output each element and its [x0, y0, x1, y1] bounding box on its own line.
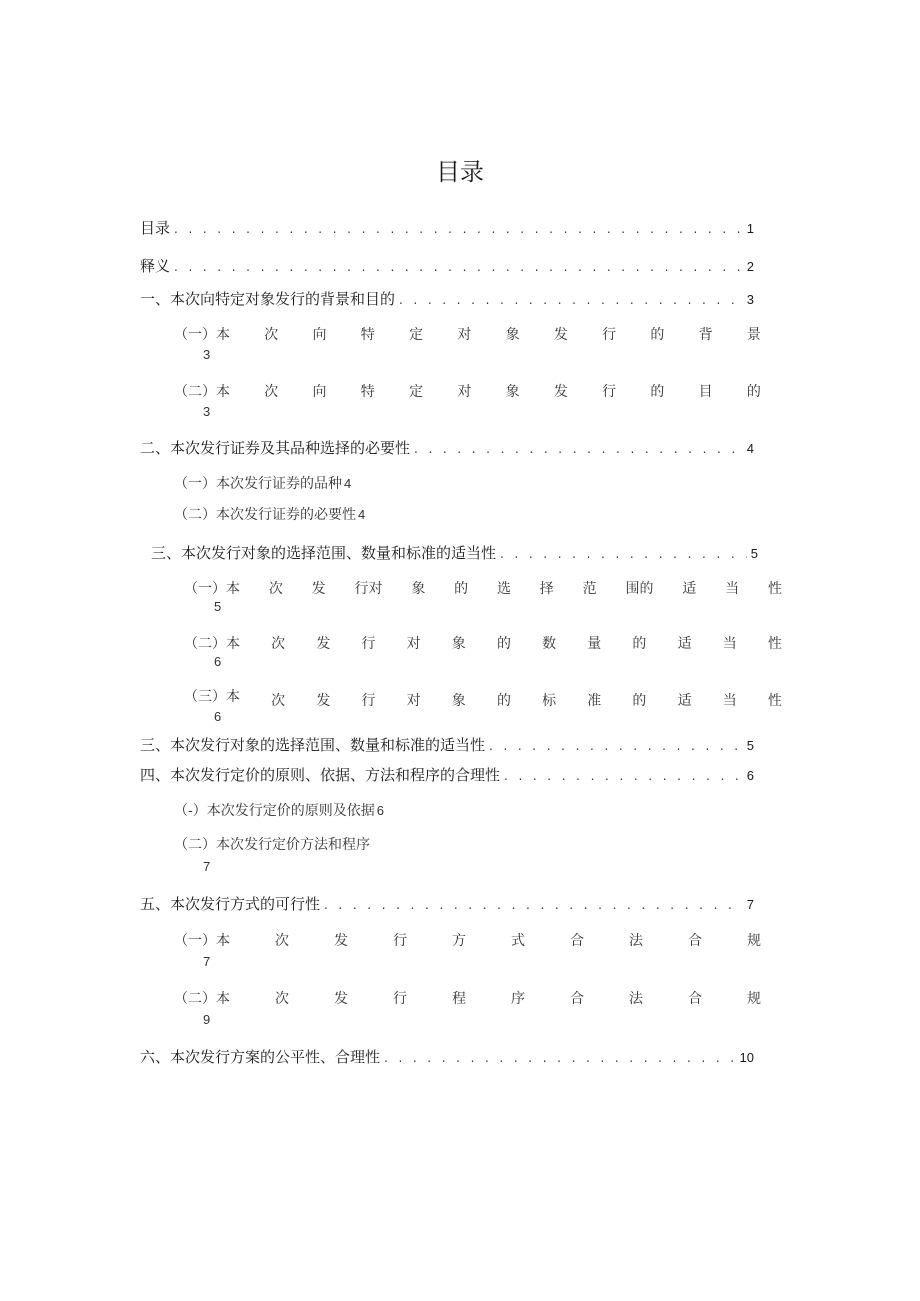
dot-leader — [489, 739, 743, 753]
toc-label: 二、本次发行证券及其品种选择的必要性 — [140, 439, 411, 457]
toc-char: 象 — [505, 327, 520, 343]
toc-char: （二）本 — [174, 384, 230, 400]
toc-page-number: 4 — [358, 507, 366, 522]
toc-char: 目 — [698, 384, 713, 400]
toc-char: 的 — [454, 581, 469, 597]
toc-char: 行 — [393, 933, 407, 949]
toc-char: 当 — [722, 693, 737, 709]
toc-entry-3a-1[interactable] — [184, 578, 782, 598]
toc-entry-1-1[interactable] — [174, 324, 761, 344]
toc-char: 次 — [264, 327, 279, 343]
toc-char: 对 — [406, 636, 421, 652]
toc-char: 特 — [360, 384, 375, 400]
toc-char: 特 — [360, 327, 375, 343]
toc-char: 发 — [311, 581, 326, 597]
toc-char: 次 — [275, 933, 289, 949]
toc-label: 三、本次发行对象的选择范围、数量和标准的适当性 — [151, 544, 497, 562]
toc-char: 适 — [682, 581, 697, 597]
dot-leader — [174, 222, 743, 236]
toc-entry-3a-2[interactable] — [184, 633, 782, 653]
toc-char: 规 — [747, 991, 761, 1007]
toc-char: 合 — [688, 933, 702, 949]
toc-char: 合 — [570, 933, 584, 949]
toc-char: 行 — [361, 636, 376, 652]
toc-char: 量 — [587, 636, 602, 652]
toc-char: 次 — [271, 693, 286, 709]
toc-page-number: 5 — [214, 599, 222, 614]
toc-page-number: 6 — [214, 709, 222, 724]
toc-page-number: 3 — [203, 347, 211, 362]
toc-label: 目录 — [140, 219, 171, 237]
toc-char: 象 — [411, 581, 426, 597]
toc-char: 性 — [767, 693, 782, 709]
toc-char: 发 — [316, 636, 331, 652]
toc-entry-4-2[interactable] — [174, 834, 370, 854]
toc-page-number: 3 — [203, 404, 211, 419]
toc-entry-shiyi[interactable] — [140, 255, 754, 276]
toc-char: （一）本 — [184, 581, 240, 597]
toc-page-number: 7 — [203, 859, 211, 874]
toc-char: 向 — [312, 327, 327, 343]
toc-char: 合 — [688, 991, 702, 1007]
toc-char: 背 — [698, 327, 713, 343]
toc-char: 次 — [268, 581, 283, 597]
toc-char: 法 — [629, 933, 643, 949]
toc-char: 行 — [602, 327, 617, 343]
toc-entry-5-2[interactable] — [174, 988, 761, 1008]
toc-char: 定 — [409, 327, 424, 343]
toc-page-number: 4 — [746, 441, 754, 456]
toc-char: 行 — [361, 693, 376, 709]
toc-char: 的 — [746, 384, 761, 400]
toc-page-number: 5 — [746, 738, 754, 753]
toc-char: 程 — [452, 991, 466, 1007]
toc-entry-section-3b[interactable] — [140, 734, 754, 755]
toc-label: （二）本次发行定价方法和程序 — [174, 837, 370, 853]
toc-label: 一、本次向特定对象发行的背景和目的 — [140, 290, 396, 308]
toc-char: 方 — [452, 933, 466, 949]
toc-char: 性 — [767, 581, 782, 597]
toc-char: 对 — [406, 693, 421, 709]
toc-char: 适 — [677, 636, 692, 652]
toc-char: 适 — [677, 693, 692, 709]
toc-entry-section-3a[interactable] — [151, 542, 758, 563]
toc-char: 当 — [722, 636, 737, 652]
toc-char: 择 — [539, 581, 554, 597]
toc-char: 发 — [553, 384, 568, 400]
toc-char: （二）本 — [174, 991, 230, 1007]
dot-leader — [384, 1051, 736, 1065]
toc-char: 数 — [542, 636, 557, 652]
toc-char: 次 — [275, 991, 289, 1007]
toc-page-number: 1 — [746, 221, 754, 236]
toc-char: 合 — [570, 991, 584, 1007]
toc-char: 行 — [602, 384, 617, 400]
toc-char: 发 — [334, 933, 348, 949]
dot-leader — [399, 293, 743, 307]
toc-label: 六、本次发行方案的公平性、合理性 — [140, 1048, 381, 1066]
toc-char: 性 — [767, 636, 782, 652]
dot-leader — [500, 547, 747, 561]
toc-page-number: 6 — [214, 654, 222, 669]
toc-char: 对 — [457, 384, 472, 400]
toc-entry-2-2[interactable] — [174, 504, 365, 524]
page-title: 目录 — [436, 158, 484, 186]
toc-char: 次 — [264, 384, 279, 400]
toc-char: 定 — [409, 384, 424, 400]
toc-char: 的 — [650, 327, 665, 343]
toc-char: 象 — [505, 384, 520, 400]
toc-char: 向 — [312, 384, 327, 400]
toc-entry-3a-3[interactable] — [184, 690, 782, 710]
toc-page-number: 3 — [746, 292, 754, 307]
toc-entry-2-1[interactable] — [174, 473, 351, 493]
toc-char: 次 — [271, 636, 286, 652]
toc-char: 范 — [582, 581, 597, 597]
toc-char: （二）本 — [184, 636, 240, 652]
dot-leader — [414, 442, 743, 456]
toc-label: 释义 — [140, 257, 171, 275]
toc-char: 的 — [650, 384, 665, 400]
toc-page-number: 9 — [203, 1012, 211, 1027]
toc-char: 选 — [496, 581, 511, 597]
toc-char: 象 — [451, 636, 466, 652]
toc-char: 行对 — [354, 581, 383, 597]
toc-label: 三、本次发行对象的选择范围、数量和标准的适当性 — [140, 736, 486, 754]
toc-char: 行 — [393, 991, 407, 1007]
toc-char: （一）本 — [174, 933, 230, 949]
toc-page-number: 7 — [203, 954, 211, 969]
toc-label: （二）本次发行证券的必要性 — [174, 507, 356, 523]
toc-char: 的 — [496, 693, 511, 709]
toc-char: 法 — [629, 991, 643, 1007]
toc-page-number: 6 — [746, 768, 754, 783]
toc-page-number: 5 — [750, 546, 758, 561]
toc-char: 发 — [553, 327, 568, 343]
toc-char: 准 — [587, 693, 602, 709]
toc-entry-4-1[interactable] — [174, 800, 384, 820]
toc-page-number: 7 — [746, 897, 754, 912]
toc-entry-section-2[interactable] — [140, 437, 754, 458]
dot-leader — [504, 769, 743, 783]
toc-char: 的 — [496, 636, 511, 652]
toc-page-number: 6 — [376, 803, 384, 818]
toc-char: 标 — [542, 693, 557, 709]
toc-entry-mulu[interactable] — [140, 217, 754, 238]
toc-char: 序 — [511, 991, 525, 1007]
toc-page-number: 10 — [739, 1050, 754, 1065]
toc-char: 的 — [632, 636, 647, 652]
toc-char: 式 — [511, 933, 525, 949]
toc-label: 四、本次发行定价的原则、依据、方法和程序的合理性 — [140, 766, 501, 784]
toc-label: 五、本次发行方式的可行性 — [140, 895, 321, 913]
toc-entry-section-6[interactable] — [140, 1046, 754, 1067]
toc-char: 围的 — [625, 581, 654, 597]
toc-page-number: 2 — [746, 259, 754, 274]
toc-char: 发 — [316, 693, 331, 709]
toc-char: 景 — [746, 327, 761, 343]
toc-char: 象 — [451, 693, 466, 709]
dot-leader — [324, 898, 743, 912]
toc-char: （一）本 — [174, 327, 230, 343]
toc-label: （一）本次发行证券的品种 — [174, 476, 342, 492]
toc-char: 当 — [725, 581, 740, 597]
toc-char: 发 — [334, 991, 348, 1007]
toc-page-number: 4 — [344, 476, 352, 491]
toc-entry-1-2[interactable] — [174, 381, 761, 401]
toc-char: 对 — [457, 327, 472, 343]
toc-entry-section-4[interactable] — [140, 764, 754, 785]
toc-label: （-）本次发行定价的原则及依据 — [174, 803, 375, 819]
toc-char: 规 — [747, 933, 761, 949]
toc-char: （三）本 — [184, 689, 240, 705]
dot-leader — [174, 260, 743, 274]
toc-char: 的 — [632, 693, 647, 709]
toc-entry-section-5[interactable] — [140, 893, 754, 914]
toc-entry-5-1[interactable] — [174, 930, 761, 950]
toc-entry-section-1[interactable] — [140, 288, 754, 309]
